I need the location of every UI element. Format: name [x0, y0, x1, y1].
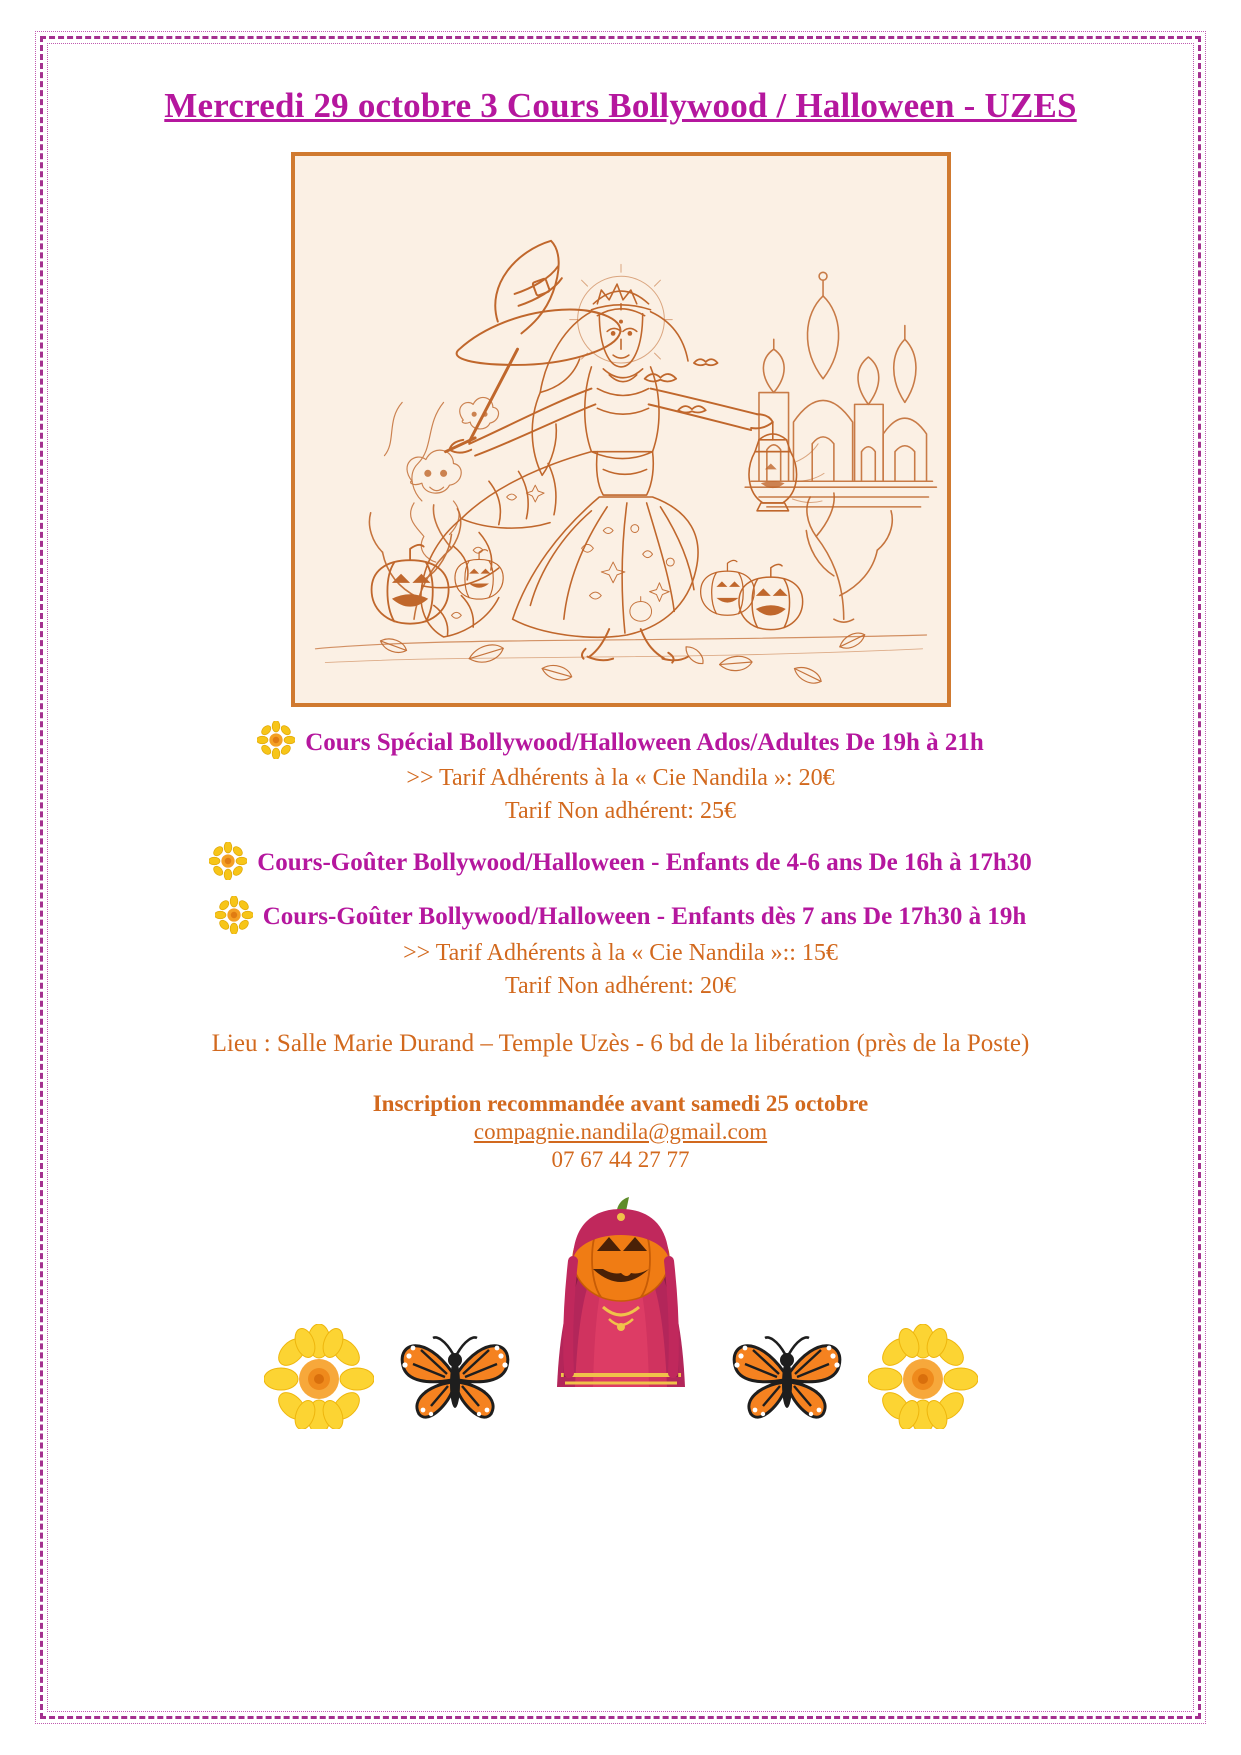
decoration-icons-row	[74, 1324, 1167, 1429]
page-title: Mercredi 29 octobre 3 Cours Bollywood / Halloween - UZES	[164, 86, 1077, 125]
bottom-decoration-row	[74, 1187, 1167, 1437]
offer-heading-3: Cours-Goûter Bollywood/Halloween - Enfants dès 7 ans De 17h30 à 19h	[262, 903, 1027, 930]
bollywood-witch-illustration	[291, 152, 951, 707]
flower-icon	[264, 1324, 374, 1429]
offer-heading-row-3	[74, 898, 1167, 936]
offer-heading-2: Cours-Goûter Bollywood/Halloween - Enfants de 4-6 ans De 16h à 17h30	[257, 849, 1032, 876]
contact-phone: 07 67 44 27 77	[551, 1146, 690, 1172]
flower-icon	[215, 896, 253, 934]
offer-block-2	[74, 844, 1167, 882]
offer-price-non-adherent-3: Tarif Non adhérent: 20€	[505, 972, 736, 999]
poster-content	[32, 36, 1209, 1437]
venue-info: Lieu : Salle Marie Durand – Temple Uzès - 6 bd de la libération (près de la Poste)	[211, 1030, 1030, 1057]
offer-heading-row-2	[74, 844, 1167, 882]
flower-icon	[257, 721, 295, 759]
flower-icon	[209, 842, 247, 880]
illustration-svg	[295, 156, 947, 703]
offer-price-adherent-1: >> Tarif Adhérents à la « Cie Nandila »: 20€	[406, 765, 835, 792]
offer-price-adherent-3: >> Tarif Adhérents à la « Cie Nandila »:: 15€	[403, 939, 838, 966]
offer-block-3	[74, 898, 1167, 1002]
signup-notice: Inscription recommandée avant samedi 25 octobre	[372, 1090, 869, 1116]
butterfly-icon	[732, 1324, 842, 1429]
flower-icon	[868, 1324, 978, 1429]
contact-email[interactable]: compagnie.nandila@gmail.com	[473, 1118, 768, 1144]
offer-heading-row-1	[74, 723, 1167, 761]
offer-price-non-adherent-1: Tarif Non adhérent: 25€	[505, 798, 736, 825]
offer-heading-1: Cours Spécial Bollywood/Halloween Ados/Adultes De 19h à 21h	[305, 728, 984, 756]
offer-block-1	[74, 723, 1167, 827]
butterfly-icon	[400, 1324, 510, 1429]
